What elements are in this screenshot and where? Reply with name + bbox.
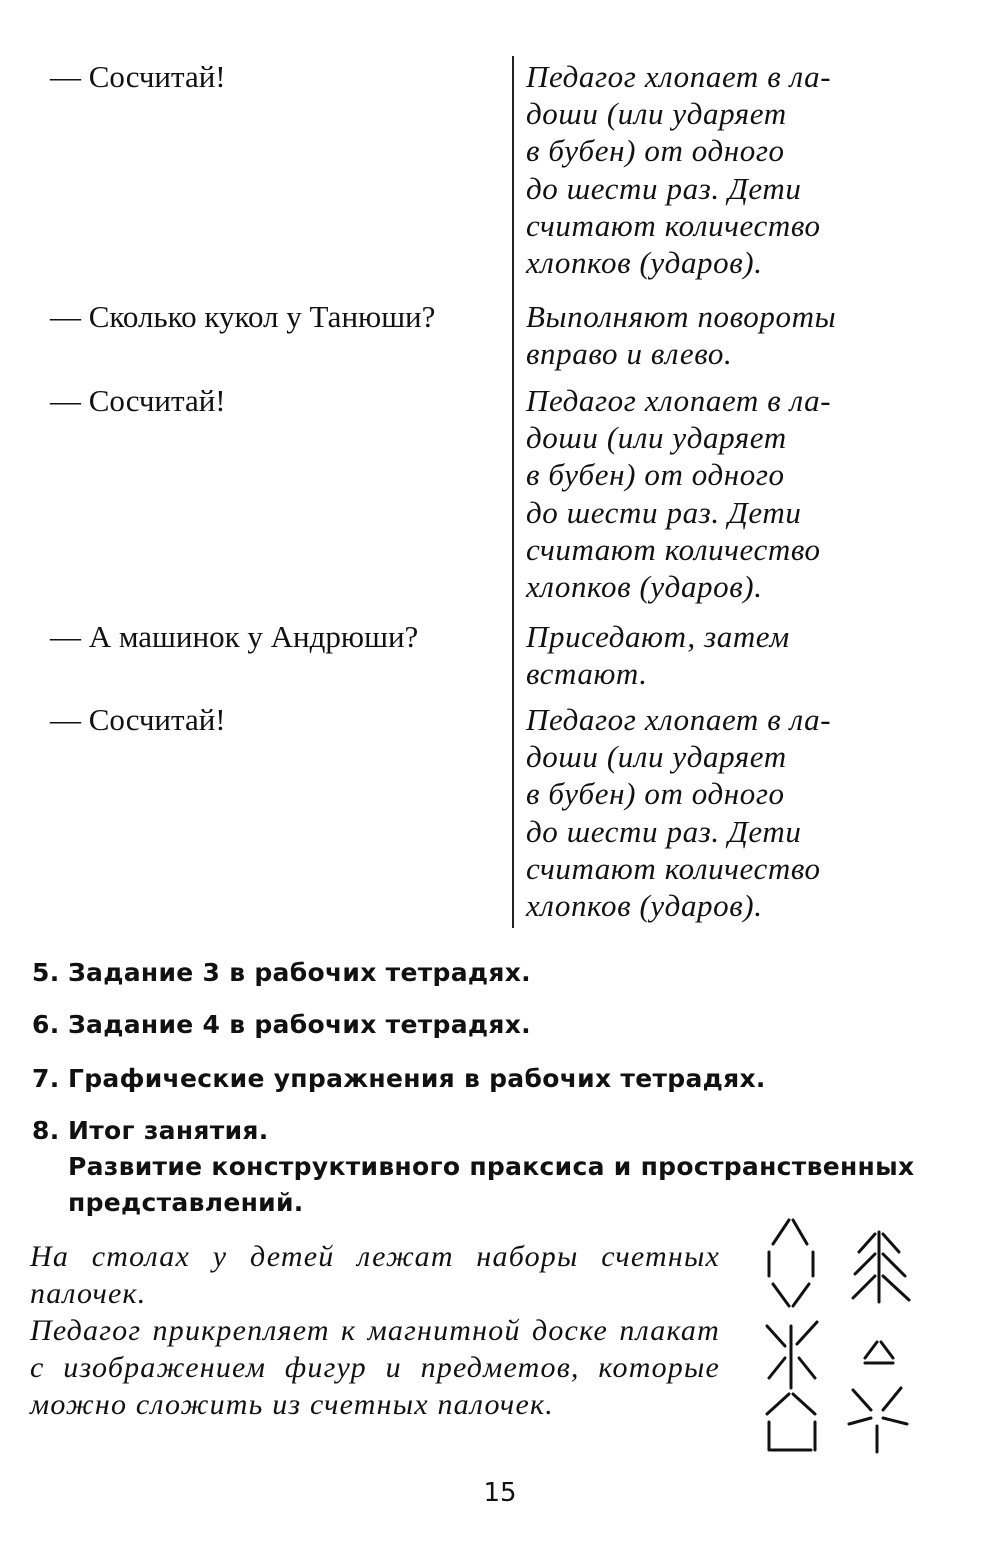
action-description: [526, 701, 916, 924]
action-line: Педагог хлопает в ла-: [526, 59, 832, 94]
task-number: 5.: [32, 958, 60, 987]
task-item: [32, 1007, 531, 1043]
task-number: 6.: [32, 1010, 60, 1039]
action-line: Педагог хлопает в ла-: [526, 383, 832, 418]
task-text: Задание 3 в рабочих тетрадях.: [68, 958, 531, 987]
task-text: Задание 4 в рабочих тетрадях.: [68, 1010, 531, 1039]
action-line: вправо и влево.: [526, 336, 733, 372]
speech-line: — А машинок у Андрюши?: [50, 619, 419, 654]
task-text: Итог занятия.: [68, 1116, 269, 1145]
action-line: Педагог хлопает в ла-: [526, 702, 832, 737]
action-line: доши (или ударяет: [526, 96, 787, 132]
task-item: [32, 1061, 766, 1097]
paragraph: На столах у детей лежат наборы счетных палочек.: [30, 1240, 720, 1310]
stick-figures-icon: [755, 1218, 925, 1458]
page-number: 15: [483, 1478, 517, 1508]
action-line: хлопков (ударов).: [526, 569, 763, 605]
action-description: [526, 298, 916, 372]
speech-line: — Сколько кукол у Танюши?: [50, 299, 436, 334]
hexagon-figure: [769, 1220, 813, 1306]
paragraph: Педагог прикрепляет к магнитной доске плакат с изображением фигур и предметов, которые можно сложить из счетных палочек.: [30, 1314, 720, 1421]
action-line: в бубен) от одного: [526, 776, 785, 812]
task-item: [32, 1113, 914, 1221]
action-line: встают.: [526, 656, 648, 692]
action-line: считают количество: [526, 850, 821, 886]
action-line: до шести раз. Дети: [526, 494, 802, 530]
action-line: Приседают, затем: [526, 619, 790, 654]
snowflake-figure: [767, 1322, 817, 1388]
action-line: доши (или ударяет: [526, 739, 787, 775]
stick-figures-illustration: [755, 1218, 925, 1458]
action-line: считают количество: [526, 531, 821, 567]
task-text: Графические упражнения в рабочих тетрадях.: [68, 1064, 766, 1093]
task-subheading: представлений.: [68, 1188, 304, 1217]
action-description: [526, 58, 916, 281]
action-line: Выполняют повороты: [526, 299, 837, 334]
action-description: [526, 618, 916, 692]
speech-line: — Сосчитай!: [50, 702, 226, 737]
speech-line: — Сосчитай!: [50, 59, 226, 94]
house-figure: [767, 1394, 815, 1450]
task-item: [32, 955, 531, 991]
action-line: хлопков (ударов).: [526, 245, 763, 281]
task-subheading: Развитие конструктивного праксиса и пространственных: [68, 1152, 915, 1181]
task-number: 7.: [32, 1064, 60, 1093]
triangle-figure: [865, 1342, 893, 1363]
action-line: доши (или ударяет: [526, 420, 787, 456]
action-line: до шести раз. Дети: [526, 170, 802, 206]
action-line: до шести раз. Дети: [526, 813, 802, 849]
fir-tree-figure: [853, 1232, 909, 1302]
task-number: 8.: [32, 1116, 60, 1145]
speech-line: — Сосчитай!: [50, 383, 226, 418]
action-description: [526, 382, 916, 605]
column-divider: [512, 56, 514, 928]
action-line: в бубен) от одного: [526, 133, 785, 169]
action-line: в бубен) от одного: [526, 457, 785, 493]
star-figure: [849, 1388, 907, 1452]
action-line: считают количество: [526, 207, 821, 243]
action-line: хлопков (ударов).: [526, 888, 763, 924]
